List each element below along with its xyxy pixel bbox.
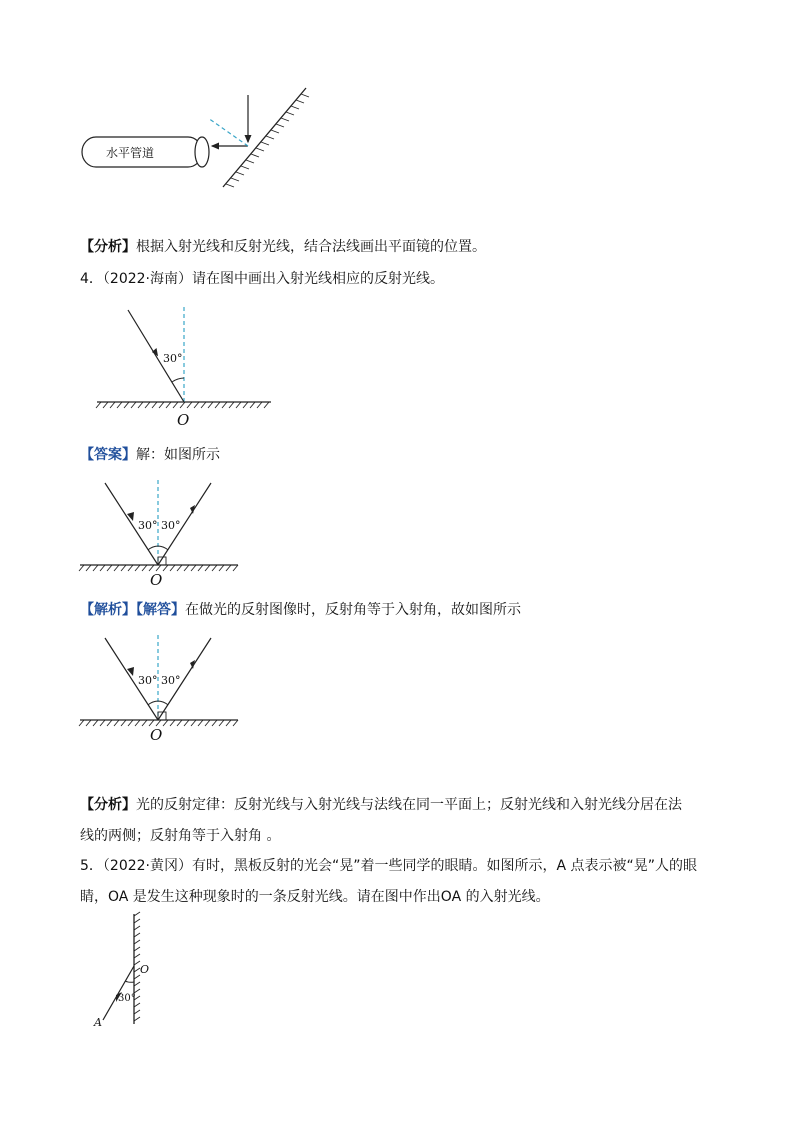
angle-label-left: 30° <box>138 674 158 687</box>
figure-q5-mirror <box>90 912 170 1032</box>
solution-4 <box>80 600 521 620</box>
analysis-text-1: 光的反射定律：反射光线与入射光线与法线在同一平面上；反射光线和入射光线分居在法 <box>136 797 682 813</box>
figure-q4-incident <box>95 305 275 430</box>
normal-line <box>208 118 248 146</box>
answer-tag: 【答案】 <box>80 447 136 463</box>
angle-arc-left <box>148 701 158 705</box>
angle-arc-left <box>148 546 158 550</box>
analysis-1 <box>80 237 486 257</box>
analysis-4-line-1 <box>80 790 682 821</box>
analysis-tag: 【分析】 <box>80 239 136 255</box>
figure-q4-solution <box>78 633 243 745</box>
question-5-line-2: 睛，OA 是发生这种现象时的一条反射光线。请在图中作出OA 的入射光线。 <box>80 889 550 905</box>
angle-label: 30° <box>163 352 183 365</box>
point-o-label: O <box>150 571 163 589</box>
pipe-label: 水平管道 <box>106 146 155 160</box>
angle-arc-right <box>158 701 168 705</box>
answer-4 <box>80 445 220 465</box>
angle-label-right: 30° <box>161 674 181 687</box>
solution-text: 在做光的反射图像时，反射角等于入射角，故如图所示 <box>185 602 521 618</box>
point-o-label: O <box>177 411 190 429</box>
figure-pipe-mirror <box>70 80 330 195</box>
pipe-end <box>195 137 209 167</box>
point-o-label: O <box>150 726 163 744</box>
angle-label-right: 30° <box>161 519 181 532</box>
solution-tag-2: 【解答】 <box>136 602 185 618</box>
analysis-text: 根据入射光线和反射光线，结合法线画出平面镜的位置。 <box>136 239 486 255</box>
point-a-label: A <box>94 1016 102 1029</box>
mirror-hatching <box>226 94 309 187</box>
surface-hatching <box>96 402 269 408</box>
question-4: 4．（2022·海南）请在图中画出入射光线相应的反射光线。 <box>80 271 444 287</box>
answer-text: 解：如图所示 <box>136 447 220 463</box>
angle-label-left: 30° <box>138 519 158 532</box>
analysis-4 <box>80 790 682 852</box>
question-5 <box>80 851 697 913</box>
angle-label: 30° <box>118 993 136 1004</box>
angle-arc <box>172 378 184 382</box>
angle-arc <box>125 981 134 982</box>
point-o-label: O <box>140 963 150 976</box>
question-5-line-1: 5．（2022·黄冈）有时，黑板反射的光会“晃”着一些同学的眼睛。如图所示，A 点表示被“晃”人的眼 <box>80 858 698 874</box>
figure-q4-answer <box>78 478 243 590</box>
analysis-tag: 【分析】 <box>80 797 136 813</box>
angle-arc-right <box>158 546 168 550</box>
solution-tag-1: 【解析】 <box>80 602 136 618</box>
analysis-text-2: 线的两侧；反射角等于入射角 。 <box>80 828 281 844</box>
